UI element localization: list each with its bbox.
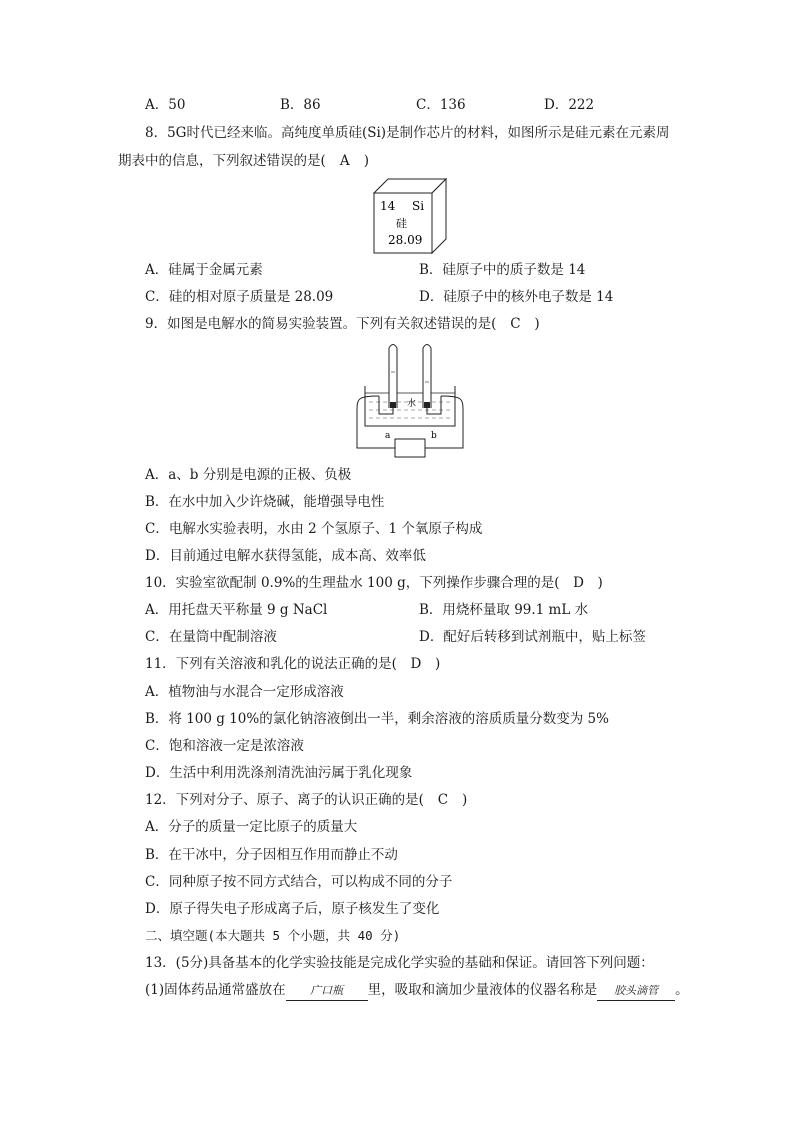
q9-answer: C [510, 316, 521, 332]
q8-option-d: D．硅原子中的核外电子数是 14 [419, 289, 614, 305]
q8-stem-line2: 期表中的信息，下列叙述错误的是( A ) [118, 153, 370, 169]
q7-option-d: D．222 [544, 97, 595, 113]
electrode-a-label: a [385, 431, 391, 441]
element-mass: 28.09 [388, 233, 423, 247]
q8-option-c: C．硅的相对原子质量是 28.09 [145, 289, 334, 305]
q12-option-d: D．原子得失电子形成离子后，原子核发生了变化 [145, 901, 440, 917]
q12-option-b: B．在干冰中，分子因相互作用而静止不动 [145, 847, 398, 863]
q9-stem: 9．如图是电解水的简易实验装置。下列有关叙述错误的是( C ) [145, 316, 540, 332]
q11-answer: D [410, 656, 422, 672]
electrode-b-label: b [431, 431, 437, 441]
element-number: 14 [380, 199, 396, 213]
q9-option-a: A．a、b 分别是电源的正极、负极 [145, 467, 352, 483]
q11-option-d: D．生活中利用洗涤剂清洗油污属于乳化现象 [145, 765, 413, 781]
q8-option-b: B．硅原子中的质子数是 14 [419, 262, 586, 278]
q8-stem-line1: 8．5G时代已经来临。高纯度单质硅(Si)是制作芯片的材料，如图所示是硅元素在元素周 [145, 125, 670, 141]
q11-stem: 11．下列有关溶液和乳化的说法正确的是( D ) [145, 656, 441, 672]
q10-stem: 10．实验室欲配制 0.9%的生理盐水 100 g，下列操作步骤合理的是( D ) [145, 575, 603, 591]
q13-stem: 13．(5分)具备基本的化学实验技能是完成化学实验的基础和保证。请回答下列问题： [145, 955, 654, 971]
q10-answer: D [573, 575, 584, 591]
q8-option-a: A．硅属于金属元素 [145, 262, 263, 278]
q12-option-c: C．同种原子按不同方式结合，可以构成不同的分子 [145, 874, 453, 890]
section-title: 二、填空题(本大题共 5 个小题，共 40 分) [145, 928, 401, 943]
q13-blank1: 广口瓶 [286, 982, 368, 1001]
q13-part1: (1)固体药品通常盛放在 广口瓶 里，吸取和滴加少量液体的仪器名称是 胶头滴管 。 [145, 981, 689, 1001]
q11-option-a: A．植物油与水混合一定形成溶液 [145, 684, 344, 700]
q10-option-c: C．在量筒中配制溶液 [145, 629, 277, 645]
q11-option-c: C．饱和溶液一定是浓溶液 [145, 738, 304, 754]
q7-option-c: C．136 [416, 97, 466, 113]
q12-answer: C [437, 792, 449, 808]
q9-option-c: C．电解水实验表明，水由 2 个氢原子、1 个氧原子构成 [145, 521, 483, 537]
q12-stem: 12．下列对分子、原子、离子的认识正确的是( C ) [145, 792, 468, 808]
q7-option-b: B．86 [280, 97, 321, 113]
q10-option-b: B．用烧杯量取 99.1 mL 水 [419, 602, 589, 618]
q8-answer: A [339, 153, 350, 169]
element-symbol: Si [412, 199, 425, 213]
element-name: 硅 [396, 217, 407, 230]
silicon-element-cell [372, 175, 448, 255]
q10-option-a: A．用托盘天平称量 9 g NaCl [145, 602, 328, 618]
q10-option-d: D．配好后转移到试剂瓶中，贴上标签 [419, 629, 646, 645]
electrolysis-apparatus [355, 338, 465, 460]
q9-option-b: B．在水中加入少许烧碱，能增强导电性 [145, 494, 385, 510]
q13-blank2: 胶头滴管 [597, 982, 675, 1001]
water-label: 水 [407, 399, 417, 409]
q12-option-a: A．分子的质量一定比原子的质量大 [145, 819, 358, 835]
q7-option-a: A．50 [145, 97, 186, 113]
q11-option-b: B．将 100 g 10%的氯化钠溶液倒出一半，剩余溶液的溶质质量分数变为 5% [145, 711, 609, 727]
q9-option-d: D．目前通过电解水获得氢能，成本高、效率低 [145, 548, 426, 564]
